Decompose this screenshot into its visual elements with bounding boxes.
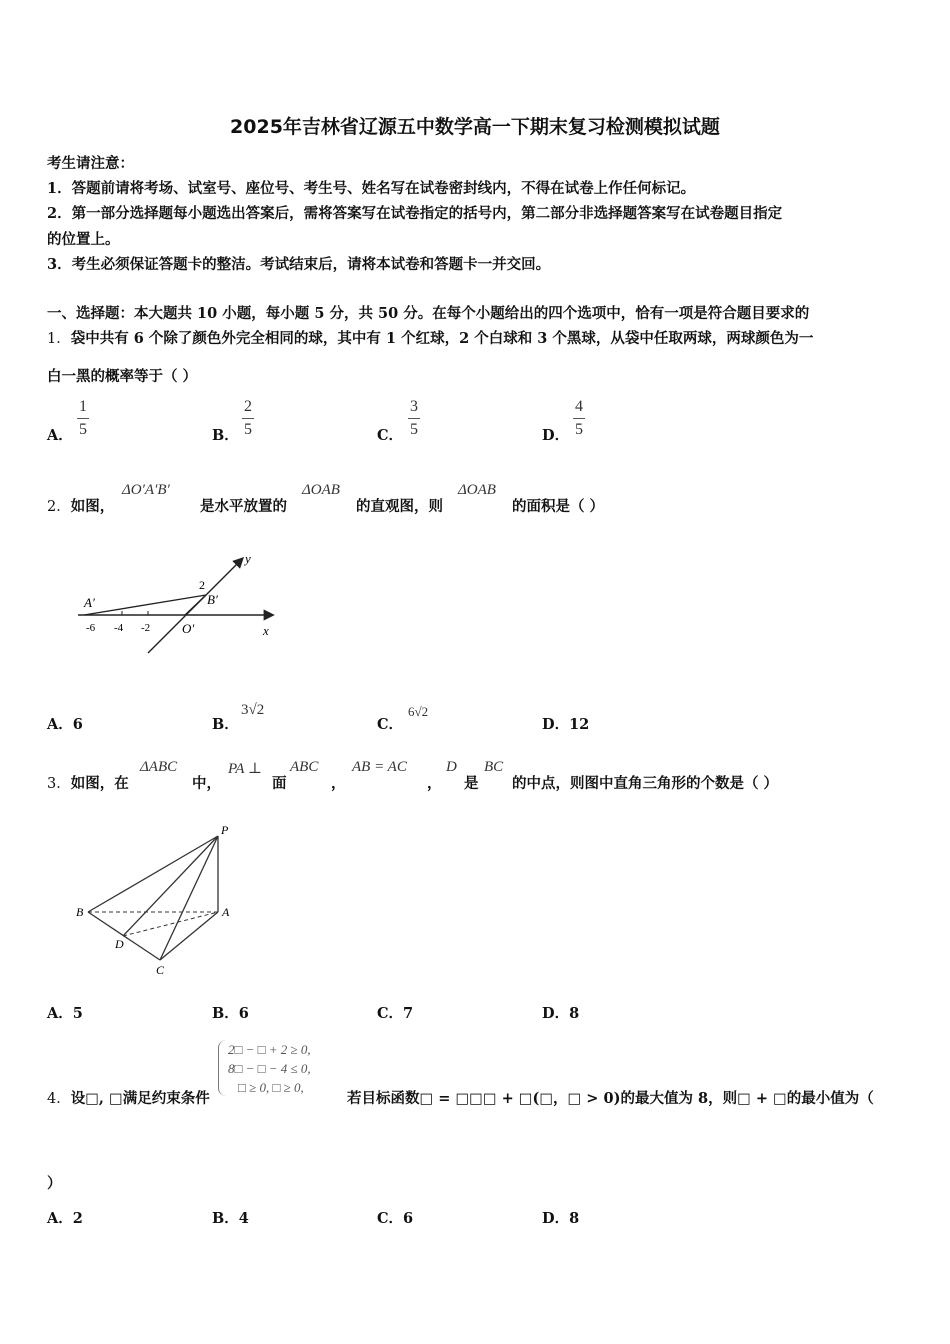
option-value: 8 <box>569 1005 580 1022</box>
option-value: 12 <box>569 716 590 733</box>
question-number: 1． <box>47 331 71 347</box>
question-4-prefix <box>47 1087 210 1108</box>
q4-option-c <box>377 1207 413 1228</box>
option-value: 6 <box>238 1005 249 1022</box>
q1-option-c-fraction <box>408 398 420 439</box>
q3-math-4: AB = AC <box>352 759 407 775</box>
q3-text-7: 的中点，则图中直角三角形的个数是（ ） <box>512 775 779 792</box>
question-text: 如图， <box>70 498 115 515</box>
question-number: 2． <box>47 499 71 515</box>
option-label: B． <box>212 1210 239 1227</box>
edge-p-b <box>88 836 218 912</box>
q1-option-b-label: B． <box>212 427 239 444</box>
x-tick-label: -4 <box>114 622 124 634</box>
page-title: 2025年吉林省辽源五中数学高一下期末复习检测模拟试题 <box>230 116 720 138</box>
q3-text-4: ， <box>331 775 346 792</box>
q3-option-a <box>47 1002 83 1023</box>
q3-figure <box>70 818 240 978</box>
q3-option-b <box>212 1002 249 1023</box>
constraint-3: □ ≥ 0, □ ≥ 0, <box>238 1080 304 1095</box>
point-b-label: B <box>76 905 84 919</box>
numerator: 3 <box>410 398 418 415</box>
q2-option-b-value: 3√2 <box>241 702 265 718</box>
y-tick-label: 2 <box>199 578 205 592</box>
constraint-1: 2□ − □ + 2 ≥ 0, <box>228 1042 311 1057</box>
numerator: 2 <box>244 398 252 415</box>
point-o-label: O′ <box>182 621 195 636</box>
q3-math-5: D <box>446 759 457 775</box>
q4-option-a <box>47 1207 83 1228</box>
q1-option-b-fraction <box>242 398 254 439</box>
question-1-line2: 白一黑的概率等于（ ） <box>47 368 198 385</box>
q3-text-5: ， <box>427 775 442 792</box>
option-label: A． <box>47 1005 73 1022</box>
q3-math-2: PA ⊥ <box>228 761 262 777</box>
point-p-label: P <box>221 823 229 837</box>
section-heading: 一、选择题：本大题共 10 小题，每小题 5 分，共 50 分。在每个小题给出的四个选项中，恰有一项是符合题目要求的 <box>47 305 810 322</box>
q1-option-d-label: D． <box>542 427 570 444</box>
option-label: D． <box>542 716 570 733</box>
option-value: 4 <box>238 1210 249 1227</box>
q2-option-c-value: 6√2 <box>408 704 429 719</box>
question-2-prefix <box>47 495 114 516</box>
y-axis-label: y <box>245 551 251 566</box>
constraint-2: 8□ − □ − 4 ≤ 0, <box>228 1061 311 1076</box>
option-label: D． <box>542 1210 570 1227</box>
q3-option-d <box>542 1002 579 1023</box>
question-1-line1 <box>47 327 813 348</box>
x-tick-label: -6 <box>86 622 96 634</box>
question-text: 袋中共有 6 个除了颜色外完全相同的球，其中有 1 个红球，2 个白球和 3 个黑球，从袋中任取两球，两球颜色为一 <box>70 330 814 347</box>
q3-math-3: ABC <box>290 759 319 775</box>
option-value: 2 <box>72 1210 83 1227</box>
notice-item-3: 3．考生必须保证答题卡的整洁。考试结束后，请将本试卷和答题卡一并交回。 <box>47 256 551 273</box>
q4-option-b <box>212 1207 249 1228</box>
q2-figure <box>70 545 290 660</box>
option-value: 6 <box>72 716 83 733</box>
notice-item-2-cont: 的位置上。 <box>47 231 120 248</box>
q3-text-2: 中， <box>192 775 221 792</box>
denominator: 5 <box>410 421 418 438</box>
q2-option-a <box>47 713 83 734</box>
edge-p-d <box>123 836 218 936</box>
question-3-prefix <box>47 772 129 793</box>
edge-c-a <box>160 912 218 960</box>
denominator: 5 <box>79 421 87 438</box>
q2-option-b-label: B． <box>212 716 239 733</box>
point-d-label: D <box>115 937 124 951</box>
question-text: 设□, □满足约束条件 <box>70 1090 210 1107</box>
x-tick-label: -2 <box>141 622 151 634</box>
q1-option-a-label: A． <box>47 427 73 444</box>
point-a-label: A <box>222 905 230 919</box>
q4-text-3: ） <box>47 1175 62 1192</box>
option-label: B． <box>212 1005 239 1022</box>
option-label: A． <box>47 1210 73 1227</box>
q3-text-6: 是 <box>464 775 479 792</box>
numerator: 1 <box>79 398 87 415</box>
q3-option-c <box>377 1002 413 1023</box>
option-label: D． <box>542 1005 570 1022</box>
option-label: C． <box>377 1005 404 1022</box>
q3-math-1: ΔABC <box>140 759 178 775</box>
option-label: C． <box>377 1210 404 1227</box>
q2-option-c-label: C． <box>377 716 404 733</box>
notice-item-2: 2．第一部分选择题每小题选出答案后，需将答案写在试卷指定的括号内，第二部分非选择题答案写在试卷题目指定 <box>47 205 783 222</box>
q1-option-c-label: C． <box>377 427 404 444</box>
question-text: 如图，在 <box>70 775 129 792</box>
q2-option-d <box>542 713 589 734</box>
question-number: 3． <box>47 776 71 792</box>
q2-text-2: 是水平放置的 <box>200 498 287 515</box>
point-a-label: A′ <box>84 595 95 610</box>
option-value: 5 <box>72 1005 83 1022</box>
numerator: 4 <box>575 398 583 415</box>
q2-math-1: ΔO′A′B′ <box>122 482 170 498</box>
q1-option-a-fraction <box>77 398 89 439</box>
notice-heading: 考生请注意： <box>47 155 134 172</box>
denominator: 5 <box>244 421 252 438</box>
option-value: 7 <box>403 1005 414 1022</box>
point-c-label: C <box>156 963 165 977</box>
q3-text-3: 面 <box>272 775 287 792</box>
q4-option-d <box>542 1207 579 1228</box>
option-value: 8 <box>569 1210 580 1227</box>
q2-text-3: 的直观图，则 <box>356 498 443 515</box>
q4-text-2: 若目标函数□ = □□□ + □(□，□ > 0)的最大值为 8，则□ + □的最小值为（ <box>347 1090 874 1107</box>
q1-option-d-fraction <box>573 398 585 439</box>
q3-math-6: BC <box>484 759 504 775</box>
option-value: 6 <box>403 1210 414 1227</box>
question-number: 4． <box>47 1091 71 1107</box>
x-axis-label: x <box>263 623 269 638</box>
notice-item-1: 1．答题前请将考场、试室号、座位号、考生号、姓名写在试卷密封线内，不得在试卷上作任何标记。 <box>47 180 696 197</box>
edge-p-c <box>160 836 218 960</box>
point-b-label: B′ <box>207 592 218 607</box>
q2-text-4: 的面积是（ ） <box>512 498 605 515</box>
q2-math-3: ΔOAB <box>458 482 496 498</box>
denominator: 5 <box>575 421 583 438</box>
q2-math-2: ΔOAB <box>302 482 340 498</box>
option-label: A． <box>47 716 73 733</box>
